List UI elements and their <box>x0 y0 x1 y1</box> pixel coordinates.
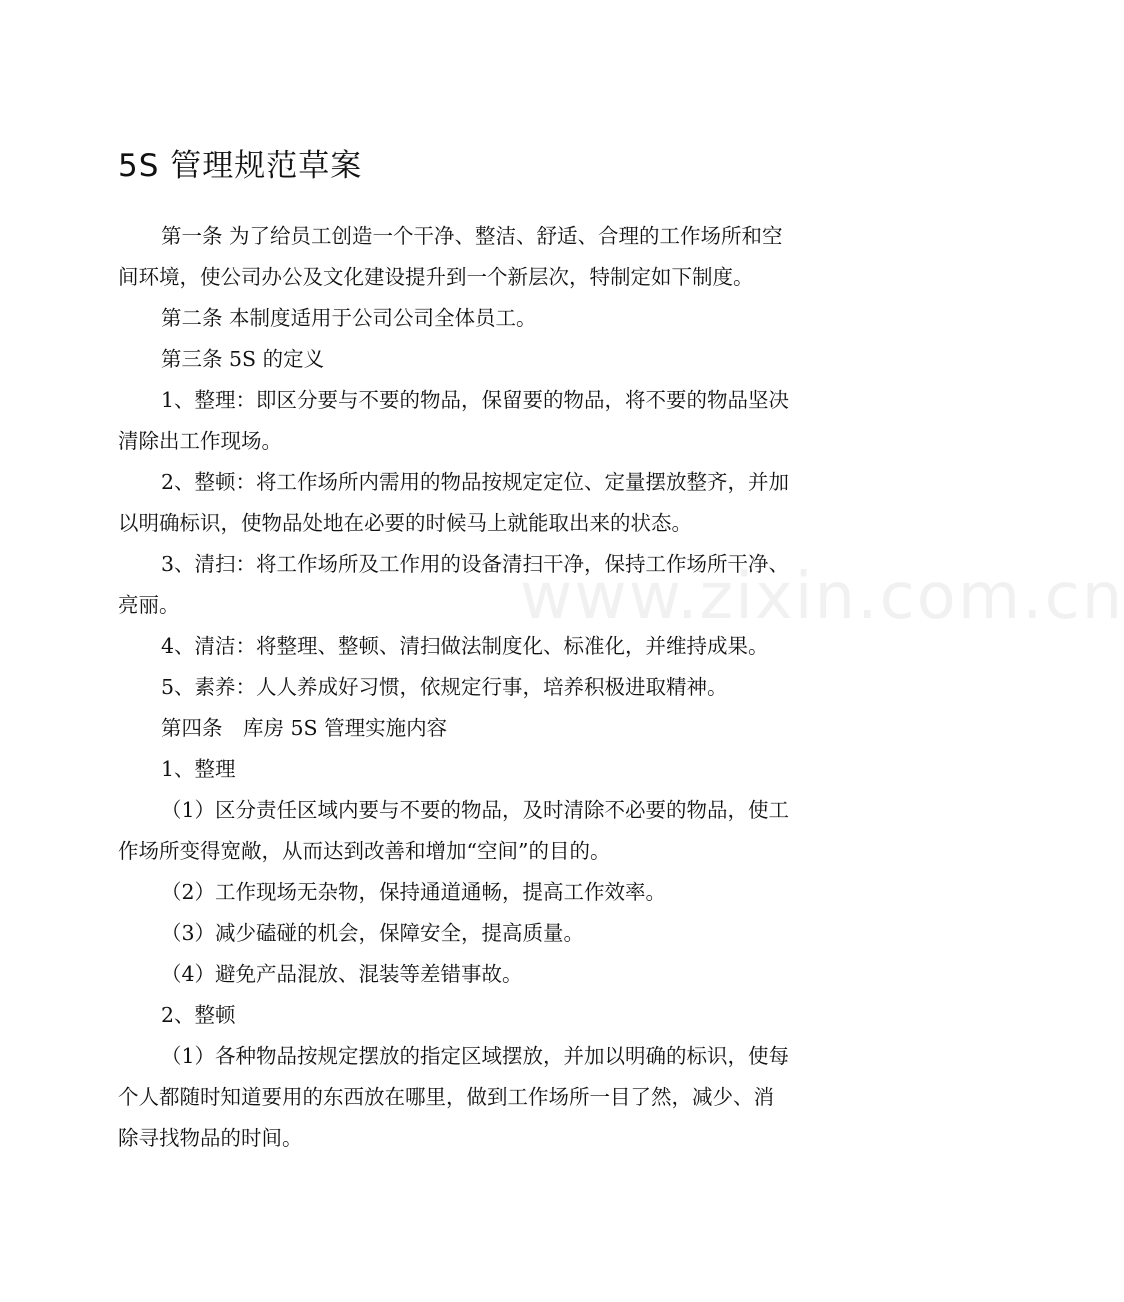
text-line: 1、整理 <box>161 757 236 781</box>
text-line: 个人都随时知道要用的东西放在哪里，做到工作场所一目了然，减少、消 <box>118 1085 774 1109</box>
document-title: 5S 管理规范草案 <box>118 148 363 184</box>
text-line: 2、整顿：将工作场所内需用的物品按规定定位、定量摆放整齐，并加 <box>161 470 790 494</box>
text-line: （3）减少磕碰的机会，保障安全，提高质量。 <box>161 921 585 945</box>
text-line: 第四条 库房 5S 管理实施内容 <box>161 716 448 740</box>
text-line: 间环境，使公司办公及文化建设提升到一个新层次，特制定如下制度。 <box>118 265 754 289</box>
text-line: 亮丽。 <box>118 593 180 617</box>
watermark-text: www.zixin.com.cn <box>520 560 1124 634</box>
text-line: 5、素养：人人养成好习惯，依规定行事，培养积极进取精神。 <box>161 675 728 699</box>
document-body <box>118 216 818 1159</box>
text-line: 2、整顿 <box>161 1003 236 1027</box>
text-line: 4、清洁：将整理、整顿、清扫做法制度化、标准化，并维持成果。 <box>161 634 769 658</box>
text-line: 1、整理：即区分要与不要的物品，保留要的物品，将不要的物品坚决 <box>161 388 790 412</box>
text-line: 第三条 5S 的定义 <box>161 347 325 371</box>
text-line: （2）工作现场无杂物，保持通道通畅，提高工作效率。 <box>161 880 667 904</box>
text-line: 作场所变得宽敞，从而达到改善和增加“空间”的目的。 <box>118 839 611 863</box>
text-line: 3、清扫：将工作场所及工作用的设备清扫干净，保持工作场所干净、 <box>161 552 790 576</box>
text-line: 第二条 本制度适用于公司公司全体员工。 <box>161 306 537 330</box>
text-line: 清除出工作现场。 <box>118 429 282 453</box>
text-line: 以明确标识，使物品处地在必要的时候马上就能取出来的状态。 <box>118 511 692 535</box>
text-line: （1）各种物品按规定摆放的指定区域摆放，并加以明确的标识，使每 <box>161 1044 790 1068</box>
text-line: 第一条 为了给员工创造一个干净、整洁、舒适、合理的工作场所和空 <box>161 224 783 248</box>
text-line: （4）避免产品混放、混装等差错事故。 <box>161 962 523 986</box>
text-line: （1）区分责任区域内要与不要的物品，及时清除不必要的物品，使工 <box>161 798 790 822</box>
text-line: 除寻找物品的时间。 <box>118 1126 303 1150</box>
